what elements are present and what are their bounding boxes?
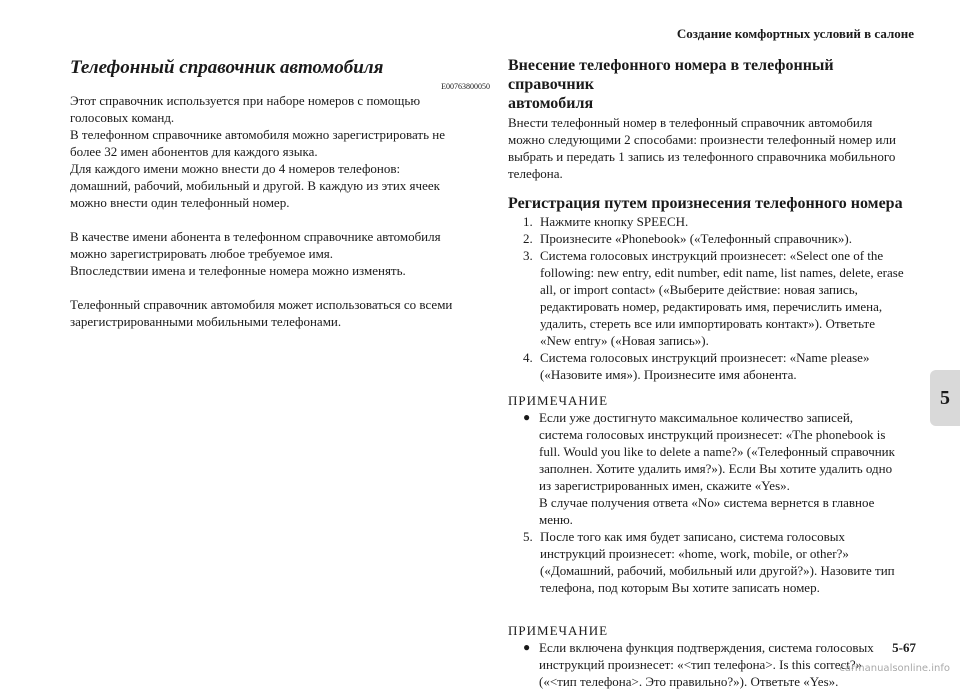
text-line: В случае получения ответа «No» система вернется в главное	[539, 495, 875, 510]
text-line: Для каждого имени можно внести до 4 номеров телефонов:	[70, 161, 401, 176]
text-line: система голосовых инструкций произнесет: «The phonebook is	[539, 427, 886, 442]
text-line: выбрать и передать 1 запись из телефонного справочника мобильного	[508, 149, 896, 164]
bullet-icon: ●	[523, 410, 531, 424]
text-line: Система голосовых инструкций произнесет: «Select one of the	[540, 248, 884, 263]
text-line: Впоследствии имена и телефонные номера можно изменять.	[70, 263, 406, 278]
text-line: Нажмите кнопку SPEECH.	[540, 214, 689, 229]
bullet-icon: ●	[523, 640, 531, 654]
text-line: В качестве имени абонента в телефонном справочнике автомобиля	[70, 229, 441, 244]
steps-list	[508, 213, 918, 383]
text-line: голосовых команд.	[70, 110, 175, 125]
paragraph-intro	[70, 92, 490, 211]
step-number: 2.	[523, 231, 533, 246]
text-line: более 32 имен абонентов для каждого языка.	[70, 144, 318, 159]
document-code: E00763800050	[441, 82, 490, 91]
text-line: following: new entry, edit number, edit name, list names, delete, erase	[540, 265, 904, 280]
text-line: удалить, стереть все или импортировать контакт»). Ответьте	[540, 316, 875, 331]
text-line: инструкций произнесет: «<тип телефона>. Is this correct?»	[539, 657, 863, 672]
text-line: Если включена функция подтверждения, система голосовых	[539, 640, 874, 655]
step-item	[508, 528, 918, 596]
running-header: Создание комфортных условий в салоне	[676, 26, 914, 41]
step-item	[508, 230, 918, 247]
watermark: carmanualsonline.info	[839, 663, 950, 674]
steps-list-continued	[508, 528, 918, 596]
text-line: После того как имя будет записано, система голосовых	[540, 529, 845, 544]
left-column	[70, 56, 490, 330]
section-title-voice-registration: Регистрация путем произнесения телефонного номера	[508, 195, 903, 212]
text-line: all, or import contact» («Выберите действие: новая запись,	[540, 282, 858, 297]
text-line: Система голосовых инструкций произнесет: «Name please»	[540, 350, 870, 365]
text-line: зарегистрированными мобильными телефонами.	[70, 314, 342, 329]
text-line: («Назовите имя»). Произнесите имя абонента.	[540, 367, 797, 382]
text-line: («<тип телефона>. Это правильно?»). Ответьте «Yes».	[539, 674, 839, 689]
note-bullet	[508, 409, 918, 528]
text-line: «New entry» («Новая запись»).	[540, 333, 709, 348]
step-item	[508, 247, 918, 349]
text-line: из зарегистрированных имен, скажите «Yes».	[539, 478, 790, 493]
step-number: 4.	[523, 350, 533, 365]
step-item	[508, 349, 918, 383]
paragraph-names	[70, 228, 490, 279]
title-line: автомобиля	[508, 95, 594, 112]
text-line: Если уже достигнуто максимальное количество записей,	[539, 410, 854, 425]
text-line: меню.	[539, 512, 573, 527]
title-line: Внесение телефонного номера в телефонный справочник	[508, 57, 834, 93]
text-line: редактировать номер, редактировать имя, перечислить имена,	[540, 299, 883, 314]
chapter-number: 5	[940, 386, 950, 409]
note-label: ПРИМЕЧАНИЕ	[508, 623, 609, 638]
text-line: («Домашний, рабочий, мобильный или другой?»). Назовите тип	[540, 563, 895, 578]
text-line: Произнесите «Phonebook» («Телефонный справочник»).	[540, 231, 853, 246]
step-number: 5.	[523, 529, 533, 544]
text-line: можно внести один телефонный номер.	[70, 195, 290, 210]
step-item	[508, 213, 918, 230]
text-line: Внести телефонный номер в телефонный справочник автомобиля	[508, 115, 873, 130]
text-line: телефона, под которым Вы хотите записать номер.	[540, 580, 820, 595]
text-line: можно зарегистрировать любое требуемое имя.	[70, 246, 334, 261]
text-line: можно следующими 2 способами: произнести телефонный номер или	[508, 132, 896, 147]
text-line: full. Would you like to delete a name?» («Телефонный справочник	[539, 444, 895, 459]
section-title-add-number	[508, 56, 918, 113]
chapter-tab	[930, 370, 960, 426]
right-column	[508, 56, 918, 690]
text-line: В телефонном справочнике автомобиля можно зарегистрировать не	[70, 127, 446, 142]
text-line: Этот справочник используется при наборе номеров с помощью	[70, 93, 421, 108]
section-title-phonebook: Телефонный справочник автомобиля	[70, 57, 384, 78]
step-number: 1.	[523, 214, 533, 229]
text-line: телефона.	[508, 166, 563, 181]
step-number: 3.	[523, 248, 533, 263]
paragraph-add-methods	[508, 114, 918, 182]
text-line: заполнен. Хотите удалить имя?»). Если Вы хотите удалить одно	[539, 461, 893, 476]
text-line: домашний, рабочий, мобильный и другой. В каждую из этих ячеек	[70, 178, 440, 193]
text-line: инструкций произнесет: «home, work, mobile, or other?»	[540, 546, 849, 561]
paragraph-usage	[70, 296, 490, 330]
note-label: ПРИМЕЧАНИЕ	[508, 393, 609, 408]
text-line: Телефонный справочник автомобиля может использоваться со всеми	[70, 297, 453, 312]
page-number: 5-67	[892, 640, 916, 655]
